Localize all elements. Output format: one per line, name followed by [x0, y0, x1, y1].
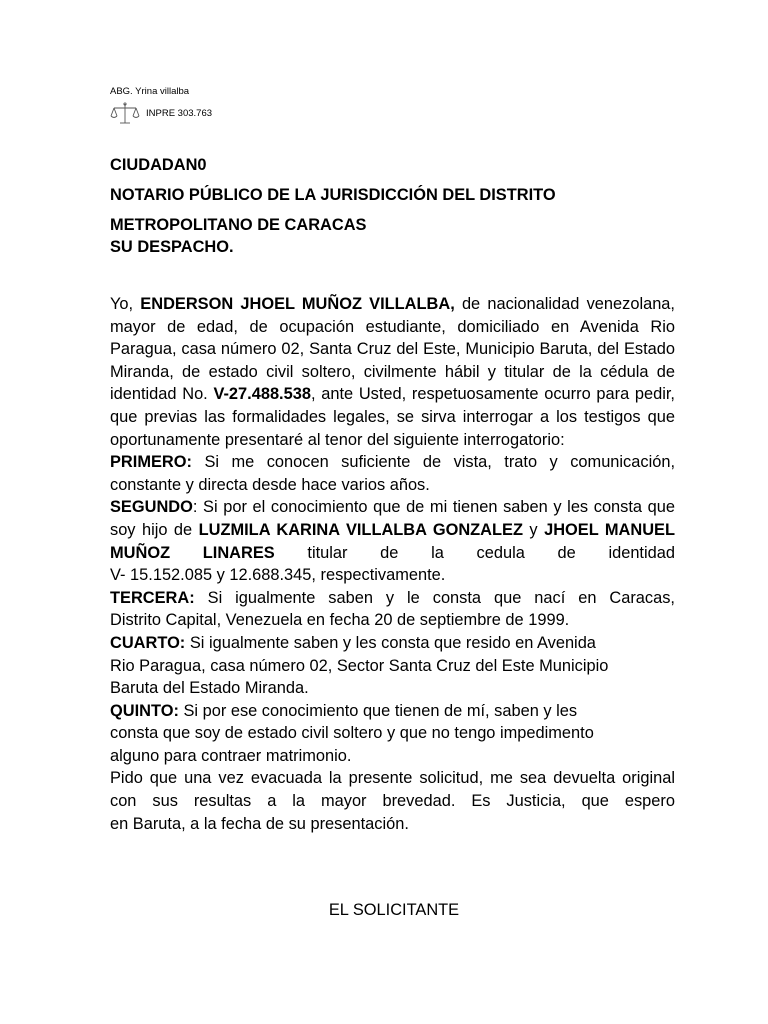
intro-yo: Yo,: [110, 295, 134, 313]
question-quinto-line-3: alguno para contraer matrimonio.: [110, 746, 352, 765]
applicant-id: V-27.488.538: [213, 385, 311, 404]
question-primero: [110, 451, 675, 474]
mother-name: LUZMILA KARINA VILLALBA GONZALEZ: [198, 520, 523, 539]
question-text: titular de la cedula de identidad: [274, 543, 675, 562]
question-text: Si igualmente saben y les consta que resido en Avenida: [185, 633, 596, 652]
applicant-name: ENDERSON JHOEL MUÑOZ VILLALBA,: [140, 295, 455, 313]
question-tercera-last: Distrito Capital, Venezuela en fecha 20 de septiembre de 1999.: [110, 611, 570, 630]
intro-text-2: , ante Usted, respetuosamente ocurro para pedir, que previas las formalidades legales, se sirva interrogar a los testigos que: [110, 385, 675, 426]
question-cuarto-line-3: Baruta del Estado Miranda.: [110, 679, 309, 698]
inpre-number: INPRE 303.763: [146, 108, 213, 119]
closing-paragraph: Pido que una vez evacuada la presente solicitud, me sea devuelta original con sus resultas a la mayor brevedad. Es Justicia, que espero: [110, 769, 675, 811]
lawyer-name: ABG. Yrina villalba: [110, 86, 190, 97]
question-label: SEGUNDO: [110, 498, 193, 517]
question-text: Si por ese conocimiento que tienen de mí, saben y les: [178, 701, 578, 720]
question-quinto: [110, 700, 675, 723]
intro-text: de nacionalidad venezolana, mayor de edad, de ocupación estudiante, domiciliado en Avenida Rio Paragua, casa número 02, Santa Cruz del Este, Municipio Baruta, del Estado Miranda, de estado civil soltero, civilmente hábil y titular de la cédula de identidad No.: [110, 295, 675, 404]
question-primero-last: constante y directa desde hace varios años.: [110, 475, 430, 494]
addressee-line-4: SU DESPACHO.: [110, 238, 234, 256]
question-segundo: [110, 496, 675, 564]
question-text: y: [522, 520, 545, 539]
intro-last-line: oportunamente presentaré al tenor del siguiente interrogatorio:: [110, 430, 565, 449]
addressee-line-3: METROPOLITANO DE CARACAS: [110, 216, 367, 234]
addressee-line-1: CIUDADAN0: [110, 156, 207, 174]
question-label: TERCERA:: [110, 588, 195, 607]
question-label: PRIMERO:: [110, 453, 192, 472]
addressee-line-2: NOTARIO PÚBLICO DE LA JURISDICCIÓN DEL DISTRITO: [110, 186, 556, 204]
scales-of-justice-icon: [110, 101, 140, 127]
question-text: Si igualmente saben y le consta que nací en Caracas,: [194, 588, 675, 607]
intro-paragraph: [110, 293, 675, 429]
question-label: CUARTO:: [110, 633, 186, 652]
question-quinto-line-2: consta que soy de estado civil soltero y que no tengo impedimento: [110, 724, 594, 743]
question-segundo-last: V- 15.152.085 y 12.688.345, respectivamente.: [110, 566, 446, 585]
question-tercera: [110, 587, 675, 610]
document-body: [110, 293, 675, 835]
question-text: : Si por el conocimiento que de mi tienen saben y les consta que soy hijo de: [110, 498, 675, 539]
closing-last-line: en Baruta, a la fecha de su presentación.: [110, 814, 409, 833]
question-text: Si me conocen suficiente de vista, trato y comunicación,: [191, 453, 675, 472]
question-label: QUINTO:: [110, 701, 179, 720]
signature-label: EL SOLICITANTE: [328, 901, 460, 919]
question-cuarto: [110, 632, 675, 655]
father-name: JHOEL MANUEL MUÑOZ LINARES: [110, 520, 675, 562]
question-cuarto-line-2: Rio Paragua, casa número 02, Sector Santa Cruz del Este Municipio: [110, 656, 609, 675]
